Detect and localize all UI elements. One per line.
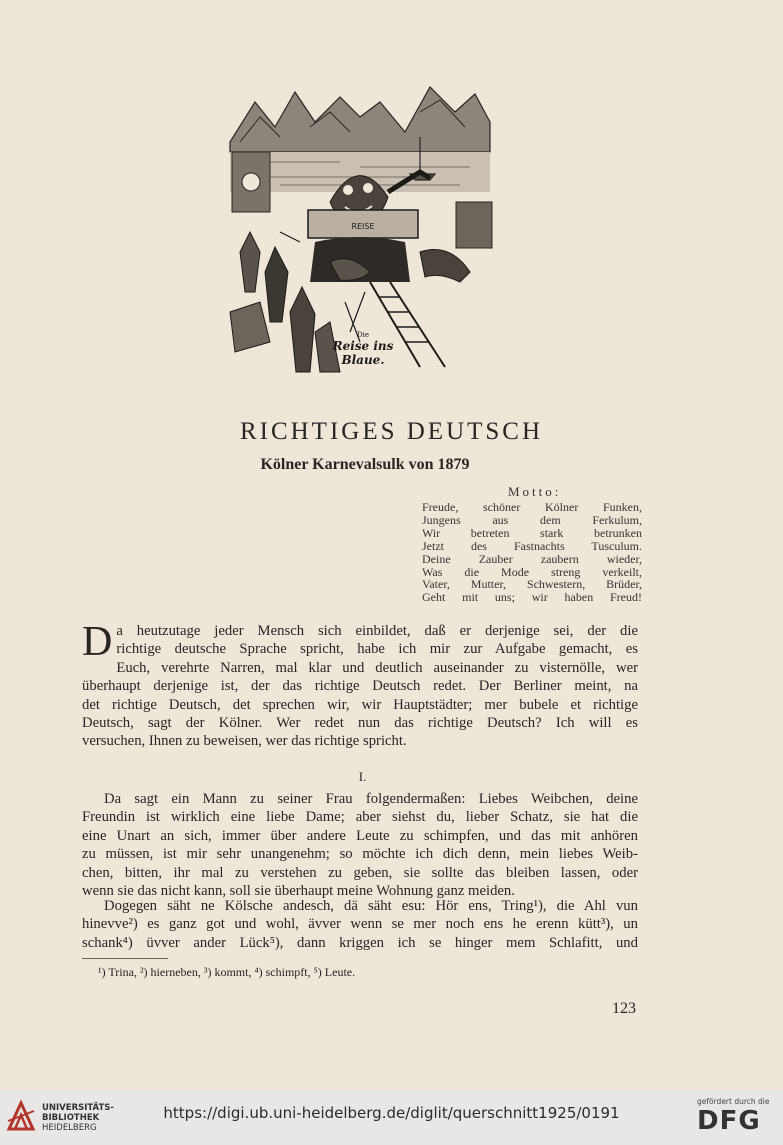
text-line: schank⁴) üvver ander Lück⁵), dann kriggen ich se hinger mem Schlafitt, und <box>82 934 638 951</box>
text-line: eine Unart an sich, immer über andere Leute zu schimpfen, und das mit anhören <box>82 827 638 844</box>
text-line: hinevve²) es ganz got und wohl, ävver wenn se mer noch ens he erenn kütt³), un <box>82 916 638 933</box>
text-line: richtige deutsche Sprache spricht, habe ich mir zur Aufgabe gemacht, es <box>116 641 638 658</box>
university-line: HEIDELBERG <box>42 1123 97 1133</box>
article-subtitle: Kölner Karnevalsulk von 1879 <box>260 456 470 473</box>
motto-line: Wir betreten stark betrunken <box>422 525 642 540</box>
text-line: Euch, verehrte Narren, mal klar und deutlich auseinander zu visternölle, wer <box>116 659 638 676</box>
text-line: überhaupt derjenige ist, der das richtige Deutsch redet. Der Berliner meint, na <box>82 678 638 695</box>
permalink-url[interactable]: https://digi.ub.uni-heidelberg.de/diglit/querschnitt1925/0191 <box>163 1104 620 1122</box>
paragraph-section-1 <box>82 790 638 900</box>
drop-cap: D <box>82 619 113 665</box>
illustration-caption <box>318 331 408 367</box>
motto-heading: Motto: <box>508 484 562 499</box>
illustration-caption-main: Reise ins Blaue. <box>332 339 394 367</box>
text-line: det richtige Deutsch, det sprechen wir, wir Hauptstädter; mer bubele et richtige <box>82 696 638 713</box>
sign-text: REISE <box>351 222 375 231</box>
motto-line: Freude, schöner Kölner Funken, <box>422 500 642 514</box>
text-line: chen, bitten, ihr mal zu verstehen zu geben, sie sollte das bleiben lassen, oder <box>82 864 638 881</box>
section-number: I. <box>358 769 367 784</box>
text-line: Da sagt ein Mann zu seiner Frau folgendermaßen: Liebes Weibchen, deine <box>104 791 638 807</box>
footnote-divider <box>82 958 168 959</box>
motto-line: Geht mit uns; wir haben Freud! <box>422 590 642 605</box>
motto-verse <box>422 501 642 604</box>
paragraph-intro <box>82 619 638 751</box>
motto-line: Deine Zauber zaubern wieder, <box>422 551 642 566</box>
motto-line: Was die Mode streng verkeilt, <box>422 564 642 579</box>
text-line: zu müssen, ist mir sehr unangenehm; so möchte ich dich denn, mein liebes Weib- <box>82 846 638 863</box>
text-line: Deutsch, sagt der Kölner. Wer redet nun das richtige Deutsch? Ich will es <box>82 715 638 732</box>
motto-line: Jetzt des Fastnachts Tusculum. <box>422 538 642 553</box>
text-line: Dogegen säht ne Kölsche andesch, dä säht esu: Hör ens, Tring¹), die Ahl vun <box>104 898 638 914</box>
footnote: ¹) Trina, ²) hierneben, ³) kommt, ⁴) schimpft, ⁵) Leute. <box>98 965 356 979</box>
illustration-caption-small: Die <box>357 331 369 339</box>
article-title: RICHTIGES DEUTSCH <box>239 418 544 445</box>
text-line: versuchen, Ihnen zu beweisen, wer das richtige spricht. <box>82 733 407 750</box>
university-line: UNIVERSITÄTS- <box>42 1103 114 1113</box>
page-number: 123 <box>612 1000 636 1017</box>
funding-caption: gefördert durch die <box>697 1097 770 1106</box>
university-line: BIBLIOTHEK <box>42 1113 100 1123</box>
viewer-footer <box>0 1090 783 1145</box>
dfg-logo: DFG <box>697 1106 761 1136</box>
motto-line: Jungens aus dem Ferkulum, <box>422 512 642 527</box>
text-line: wenn sie das nicht kann, soll sie überhaupt meine Wohnung ganz meiden. <box>82 883 515 900</box>
motto-line: Vater, Mutter, Schwestern, Brüder, <box>422 577 642 592</box>
text-line: a heutzutage jeder Mensch sich einbildet, daß er derjenige sei, der die <box>116 623 638 639</box>
paragraph-koelsch <box>82 897 638 952</box>
text-line: Freundin ist wirklich eine liebe Dame; aber siehst du, lieber Schatz, sie hat die <box>82 809 638 826</box>
